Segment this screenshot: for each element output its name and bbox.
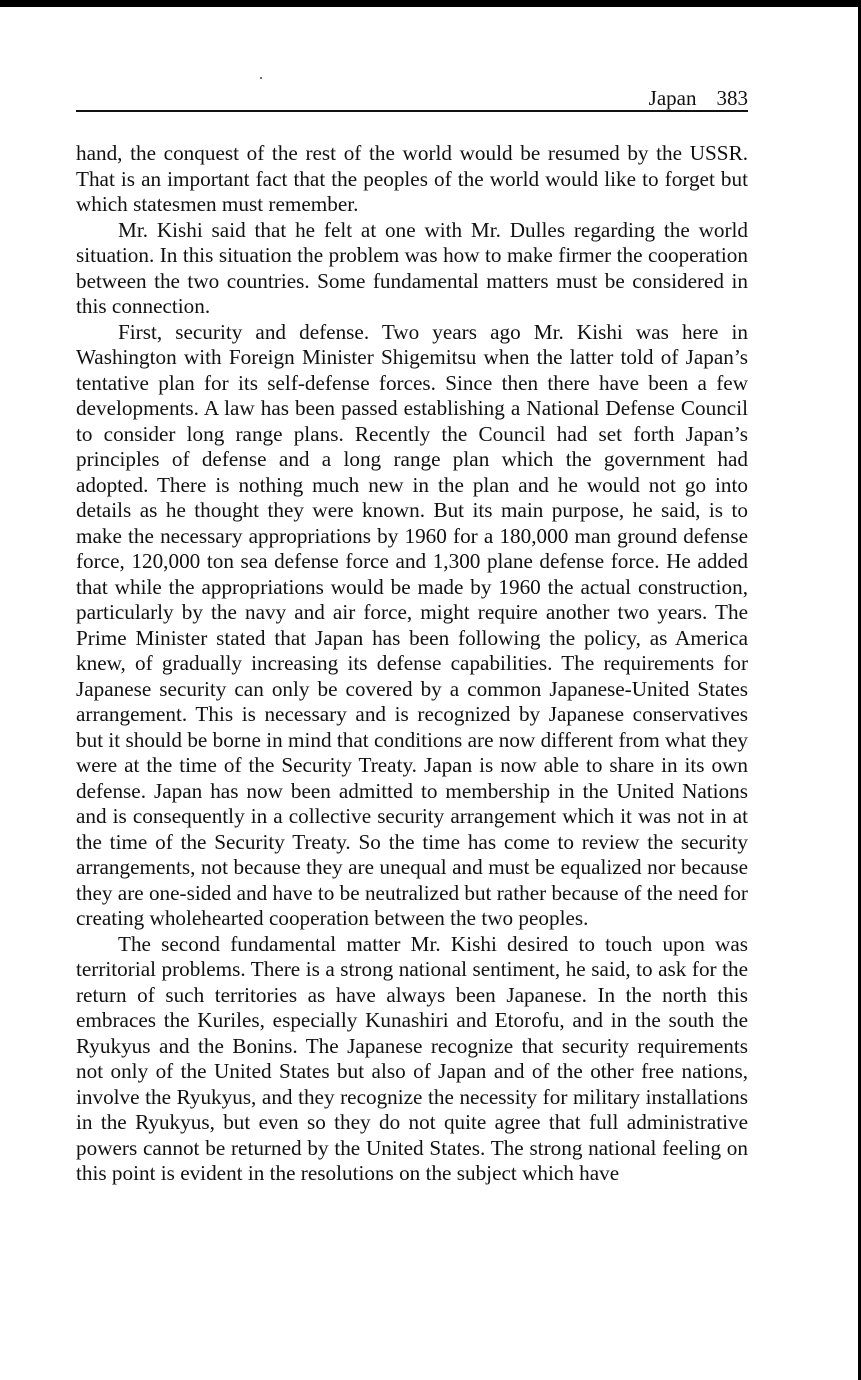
paragraph: Mr. Kishi said that he felt at one with Mr. Dulles regarding the world situation. In this situation the problem was how to make firmer the cooperation between the two countries. Some fundamental matters must be considered in this connection.: [76, 217, 748, 318]
paragraph-continued: hand, the conquest of the rest of the world would be resumed by the USSR. That is an important fact that the peoples of the world would like to forget but which statesmen must remember.: [76, 141, 748, 216]
paragraph: First, security and defense. Two years ago Mr. Kishi was here in Washington with Foreign Minister Shigemitsu when the latter told of Japan’s tentative plan for its self-defense forces. Since then there have been a few developments. A law has been passed establishing a National Defense Council to consider long range plans. Recently the Council had set forth Japan’s principles of defense and a long range plan which the government had adopted. There is nothing much new in the plan and he would not go into details as he thought they were known. But its main purpose, he said, is to make the necessary appropriations by 1960 for a 180,000 man ground defense force, 120,000 ton sea defense force and 1,300 plane defense force. He added that while the appropriations would be made by 1960 the actual construction, particularly by the navy and air force, might require another two years. The Prime Minister stated that Japan has been following the policy, as America knew, of gradually increasing its defense capabilities. The requirements for Japanese security can only be covered by a common Japanese-United States arrangement. This is necessary and is recognized by Japanese conservatives but it should be borne in mind that conditions are now different from what they were at the time of the Security Treaty. Japan is now able to share in its own defense. Japan has now been admitted to membership in the United Nations and is consequently in a collective security arrangement which it was not in at the time of the Security Treaty. So the time has come to review the security arrangements, not because they are unequal and must be equalized nor because they are one-sided and have to be neutralized but rather because of the need for creating wholehearted cooperation between the two peoples.: [76, 319, 748, 930]
running-head: [76, 84, 748, 112]
page-number: 383: [716, 86, 748, 110]
page-top-border: [0, 0, 861, 7]
body-text: [76, 141, 748, 1187]
paragraph: The second fundamental matter Mr. Kishi desired to touch upon was territorial problems. There is a strong national sentiment, he said, to ask for the return of such territories as have always been Japanese. In the north this embraces the Kuriles, especially Kunashiri and Etorofu, and in the south the Ryukyus and the Bonins. The Japanese recognize that security requirements not only of the United States but also of Japan and of the other free nations, involve the Ryukyus, and they recognize the necessity for military installations in the Ryukyus, but even so they do not quite agree that full administrative powers cannot be returned by the United States. The strong national feeling on this point is evident in the resolutions on the subject which have: [76, 931, 748, 1185]
section-title: Japan: [648, 86, 697, 110]
scan-speck: [260, 77, 262, 79]
